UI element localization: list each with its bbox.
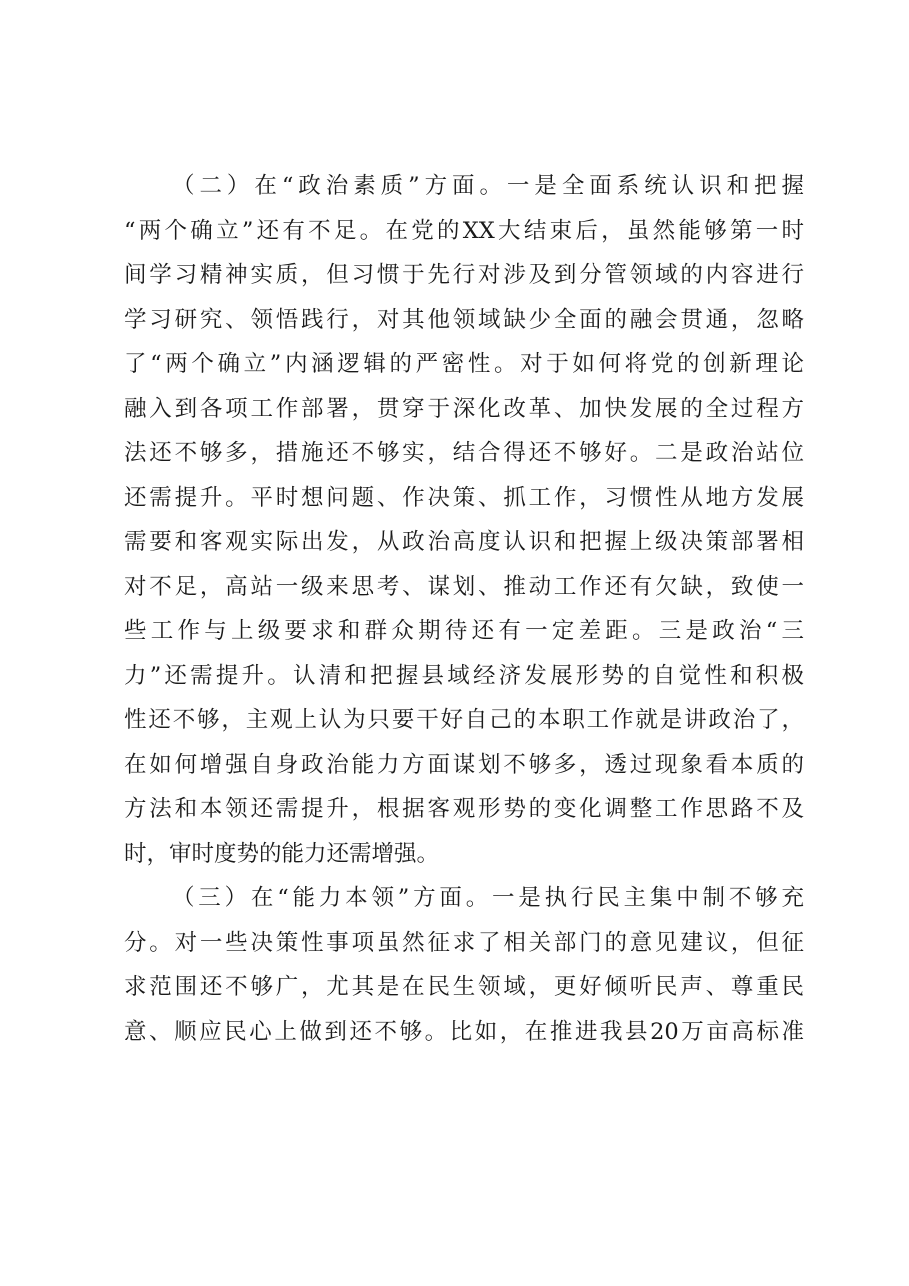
text-line: “两个确立”还有不足。在党的XX大结束后，虽然能够第一时 [124, 217, 804, 244]
text-line: （三）在“能力本领”方面。一是执行民主集中制不够充 [172, 885, 804, 911]
text-line: 需要和客观实际出发，从政治高度认识和把握上级决策部署相 [124, 529, 804, 555]
text-line: 融入到各项工作部署，贯穿于深化改革、加快发展的全过程方 [124, 395, 804, 422]
text-line: 在如何增强自身政治能力方面谋划不够多，透过现象看本质的 [124, 751, 804, 778]
text-line: 求范围还不够广，尤其是在民生领域，更好倾听民声、尊重民 [124, 974, 804, 1000]
text-line: 意、顺应民心上做到还不够。比如，在推进我县20万亩高标准 [124, 1018, 804, 1045]
text-line: 分。对一些决策性事项虽然征求了相关部门的意见建议，但征 [124, 929, 804, 956]
text-line: 学习研究、领悟践行，对其他领域缺少全面的融会贯通，忽略 [124, 306, 804, 333]
paragraph-political-quality [124, 164, 804, 876]
text-line: 还需提升。平时想问题、作决策、抓工作，习惯性从地方发展 [124, 484, 804, 511]
document-body [124, 164, 804, 1054]
text-line: 了“两个确立”内涵逻辑的严密性。对于如何将党的创新理论 [124, 351, 804, 377]
text-line: 对不足，高站一级来思考、谋划、推动工作还有欠缺，致使一 [124, 573, 804, 600]
text-line: 法还不够多，措施还不够实，结合得还不够好。二是政治站位 [124, 440, 804, 466]
text-line: （二）在“政治素质”方面。一是全面系统认识和把握 [172, 173, 804, 199]
text-line: 力”还需提升。认清和把握县域经济发展形势的自觉性和积极 [124, 662, 804, 689]
text-line: 些工作与上级要求和群众期待还有一定差距。三是政治“三 [124, 618, 804, 644]
text-line: 时，审时度势的能力还需增强。 [124, 840, 440, 867]
text-line: 间学习精神实质，但习惯于先行对涉及到分管领域的内容进行 [124, 262, 804, 288]
text-line: 性还不够，主观上认为只要干好自己的本职工作就是讲政治了， [124, 707, 804, 733]
paragraph-capability [124, 876, 804, 1054]
text-line: 方法和本领还需提升，根据客观形势的变化调整工作思路不及 [124, 796, 804, 822]
